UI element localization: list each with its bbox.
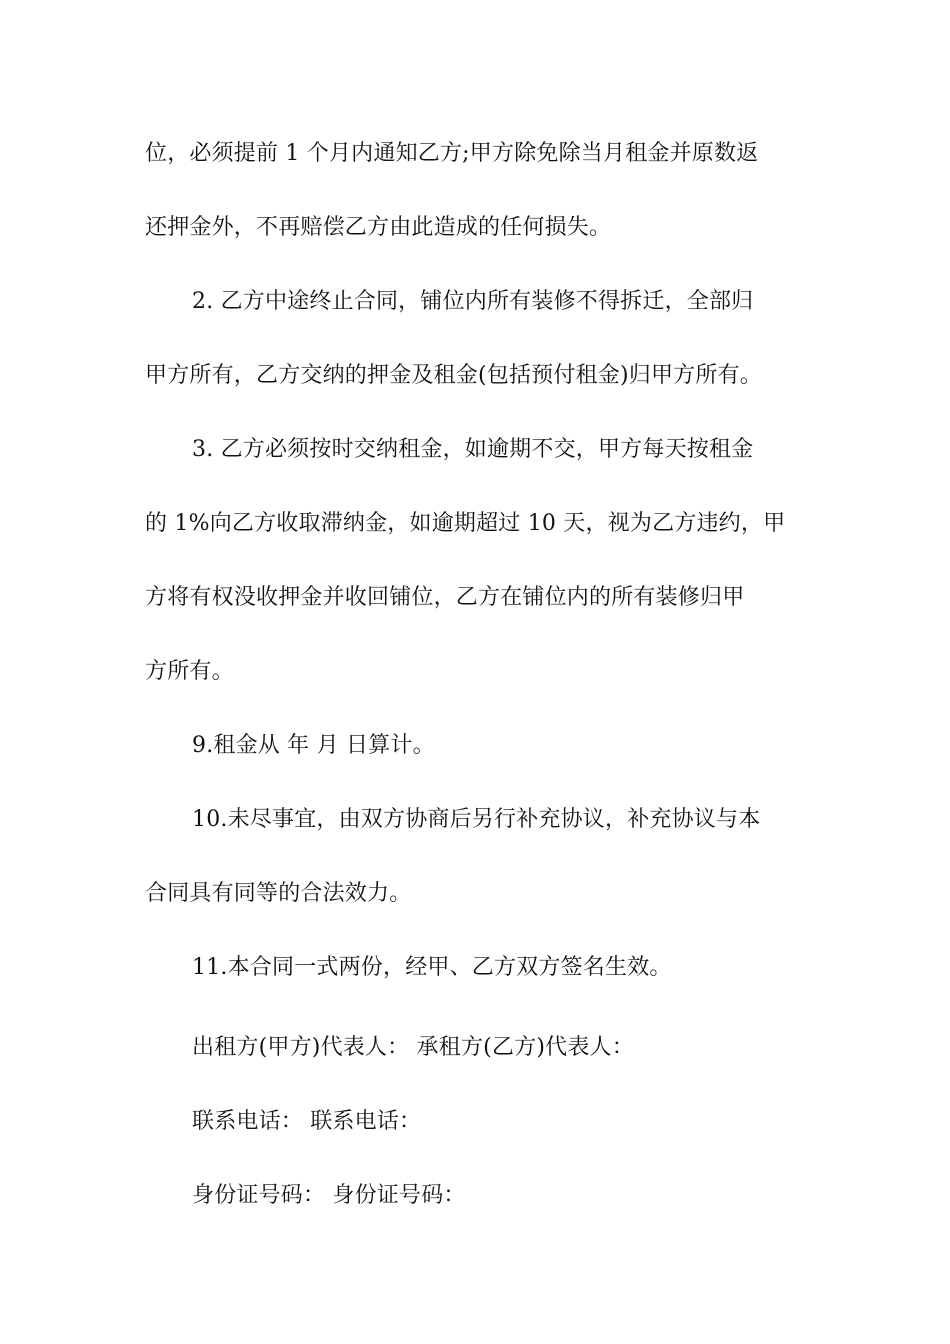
text-line: 的 1%向乙方收取滞纳金，如逾期超过 10 天，视为乙方违约，甲 <box>145 511 786 536</box>
text-line: 甲方所有，乙方交纳的押金及租金(包括预付租金)归甲方所有。 <box>145 363 762 388</box>
text-line: 方将有权没收押金并收回铺位，乙方在铺位内的所有装修归甲 <box>145 585 745 610</box>
signature-representative-line: 出租方(甲方)代表人： 承租方(乙方)代表人： <box>192 1035 634 1060</box>
clause-11-line: 11.本合同一式两份，经甲、乙方双方签名生效。 <box>192 955 672 980</box>
id-number-line: 身份证号码： 身份证号码： <box>192 1183 466 1208</box>
text-line: 位，必须提前 1 个月内通知乙方;甲方除免除当月租金并原数返 <box>145 141 759 166</box>
text-line: 还押金外，不再赔偿乙方由此造成的任何损失。 <box>145 215 612 240</box>
clause-3-line: 3. 乙方必须按时交纳租金，如逾期不交，甲方每天按租金 <box>192 437 754 462</box>
clause-2-line: 2. 乙方中途终止合同，铺位内所有装修不得拆迁，全部归 <box>192 289 754 314</box>
text-line: 合同具有同等的合法效力。 <box>145 881 412 906</box>
clause-9-line: 9.租金从 年 月 日算计。 <box>192 733 435 758</box>
contact-phone-line: 联系电话： 联系电话： <box>192 1109 422 1134</box>
clause-10-line: 10.未尽事宜，由双方协商后另行补充协议，补充协议与本 <box>192 807 761 832</box>
text-line: 方所有。 <box>145 659 234 684</box>
